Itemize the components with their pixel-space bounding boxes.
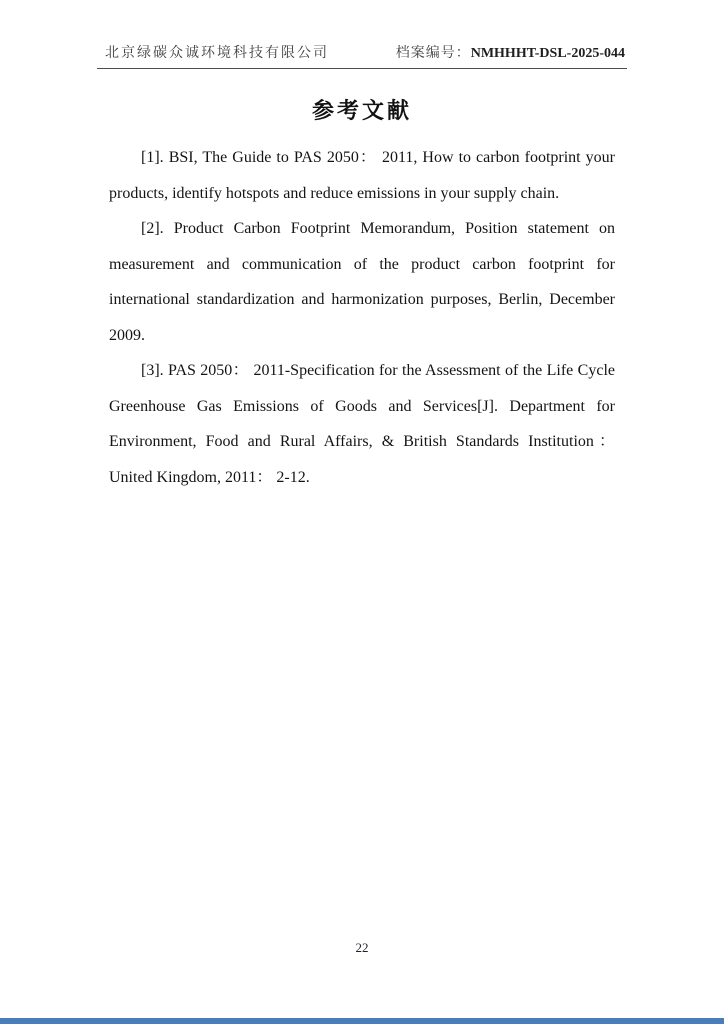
reference-item-2: [2]. Product Carbon Footprint Memorandum, Position statement on measurement and communication of the product carbon footprint for international standardization and harmonization purposes, Berlin, December 2009. [109, 220, 615, 344]
references-section [109, 140, 615, 495]
page-title: 参考文献 [311, 98, 412, 123]
company-name: 北京绿碳众诚环境科技有限公司 [105, 46, 329, 61]
reference-item-3: [3]. PAS 2050： 2011-Specification for the Assessment of the Life Cycle Greenhouse Gas Emissions of Goods and Services[J]. Department for Environment, Food and Rural Affairs, & British Standards Institution： United Kingdom, 2011： 2-12. [109, 362, 615, 486]
bottom-accent-bar [0, 1018, 724, 1024]
reference-item-1: [1]. BSI, The Guide to PAS 2050： 2011, How to carbon footprint your products, identify hotspots and reduce emissions in your supply chain. [109, 149, 615, 202]
archive-number-label: 档案编号： [395, 46, 471, 61]
page-header [97, 42, 627, 69]
archive-number-code: NMHHHT-DSL-2025-044 [470, 46, 625, 61]
page-number: 22 [355, 940, 369, 955]
archive-number [396, 42, 625, 62]
